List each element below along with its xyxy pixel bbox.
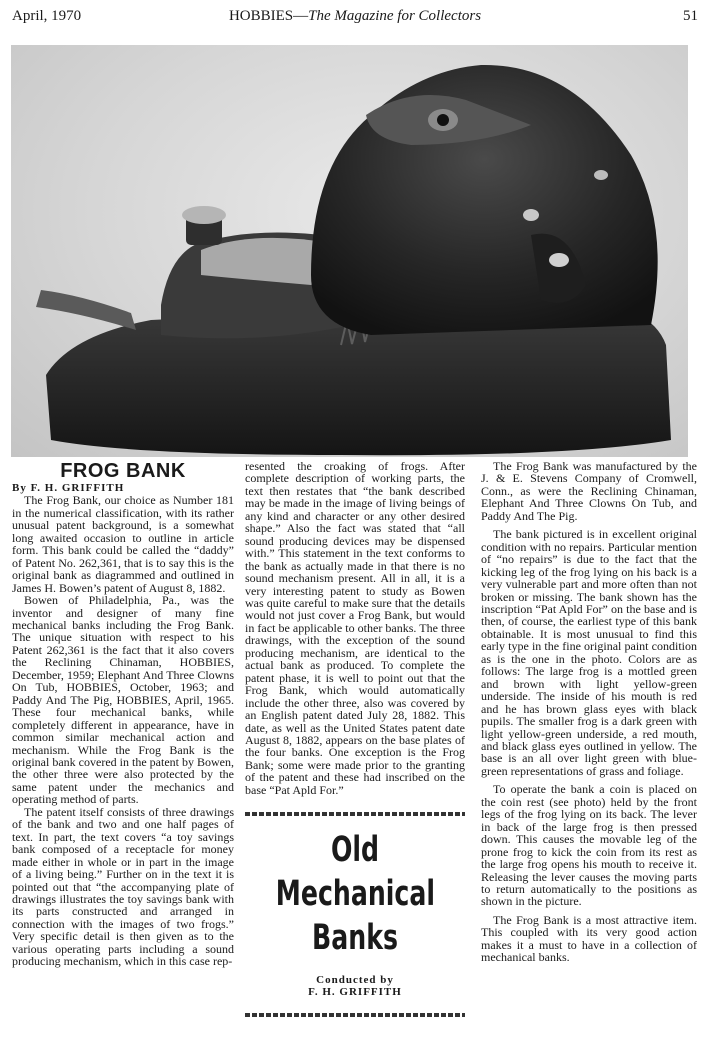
issue-date: April, 1970 bbox=[12, 8, 82, 24]
article-column-1 bbox=[12, 460, 234, 968]
paragraph: The patent itself consists of three drawings of the bank and two and one half pages of text. In part, the text covers “a toy savings bank composed of a receptacle for money made either in whole or in part in the image of a living being.” Further on in the text it is pointed out that “the accompanying plate of drawings illustrates the toy savings bank with its parts constructed and arranged in connection with the images of two frogs.” Very specific detail is then given as to the various operating parts including a sound producing mechanism, which in this case rep- bbox=[12, 804, 234, 969]
article-title: FROG BANK bbox=[60, 460, 186, 482]
article-byline: By F. H. GRIFFITH bbox=[12, 482, 125, 494]
conducted-by-label: Conducted by bbox=[316, 974, 394, 986]
magazine-tagline: The Magazine for Collectors bbox=[308, 8, 482, 24]
column-heading-line: Mechanical bbox=[275, 874, 436, 914]
decorative-rule bbox=[245, 812, 465, 816]
paragraph: The Frog Bank, our choice as Number 181 in the numerical classification, with its rather unusual patent background, is a somewhat long awaited occasion to outline in article form. This bank could be called the “daddy” of Patent No. 262,361, that is to say this is the original bank as diagrammed and outlined in James H. Bowen’s patent of August 8, 1882. bbox=[12, 493, 234, 595]
paragraph: Bowen of Philadelphia, Pa., was the inventor and designer of many fine mechanical banks including the Frog Bank. The unique situation with respect to his Patent 262,361 is the fact that it also covers the Reclining Chinaman, HOBBIES, December, 1959; Elephant And Three Clowns On Tub, HOBBIES, October, 1963; and Paddy And The Pig, HOBBIES, April, 1965. These four mechanical banks, while completely different in appearance, have in common similar mechanical action and mechanism. While the Frog Bank is the original bank covered in the patent by Bowen, the other three were also protected by the same patent under the mechanics and operating method of parts. bbox=[12, 593, 234, 807]
frog-bank-illustration bbox=[11, 45, 688, 457]
magazine-name: HOBBIES— bbox=[228, 8, 309, 24]
frog-bank-photo bbox=[11, 45, 688, 457]
paragraph: To operate the bank a coin is placed on the coin rest (see photo) held by the front legs of the frog lying on its back. The lever in back of the large frog is then pressed down. This causes the movable leg of the prone frog to kick the coin from its rest as the large frog opens his mouth to receive it. Releasing the lever causes the moving parts to return automatically to the positions as shown in the picture. bbox=[481, 782, 697, 909]
column-heading-box bbox=[245, 812, 465, 1017]
column-heading-line: Old bbox=[330, 830, 380, 870]
paragraph: The Frog Bank was manufactured by the J. & E. Stevens Company of Cromwell, Conn., as were the Reclining Chinaman, Elephant And Three Clowns On Tub, and Paddy And The Pig. bbox=[481, 459, 697, 523]
column-credit bbox=[245, 974, 465, 998]
paragraph: resented the croaking of frogs. After complete description of working parts, the text then restates that “the bank described may be made in the image of living beings of any kind and character or any other desired shape.” Also the fact was stated that “all sound producing devices may be dispensed with.” This statement in the text conforms to the bank as actually made in that there is no sound mechanism present. All in all, it is a very interesting patent to study as Bowen was quite careful to make sure that the details would not just cover a Frog Bank, but would in fact be applicable to other banks. The three drawings, with the exception of the sound producing mechanism, are identical to the actual bank as produced. To complete the patent phase, it is well to point out that the Frog Bank, which would automatically include the other three, also was covered by an English patent dated July 28, 1882. This date, as well as the United States patent date August 8, 1882, appears on the base plates of the four banks. One exception is the Frog Bank; some were made prior to the granting of the patent and these had inscribed on the base “Pat Apld For.” bbox=[245, 459, 465, 797]
paragraph: The bank pictured is in excellent original condition with no repairs. Particular mention of “no repairs” is due to the fact that the kicking leg of the frog lying on his back is a very vulnerable part and more often than not broken or missing. The bank shown has the inscription “Pat Apld For” on the base and is then, of course, the earliest type of this bank obtainable. It is most unusual to find this early type in the fine original paint condition as is the one in the photo. Colors are as follows: The large frog is a mottled green and brown with light yellow-green underside. The inside of his mouth is red and he has brown glass eyes with black pupils. The smaller frog is a dark green with light yellow-green underside, a red mouth, and black glass eyes outlined in yellow. The base is an all over light green with blue-green representations of grass and foliage. bbox=[481, 527, 697, 778]
column-heading-line: Banks bbox=[312, 918, 398, 958]
page-header bbox=[12, 8, 698, 30]
paragraph: The Frog Bank is a most attractive item. This coupled with its very good action makes it a must to have in a collection of mechanical banks. bbox=[481, 912, 697, 965]
article-column-2 bbox=[245, 460, 465, 796]
column-heading bbox=[276, 828, 434, 960]
column-author: F. H. GRIFFITH bbox=[308, 986, 402, 998]
magazine-title bbox=[12, 8, 698, 25]
decorative-rule bbox=[245, 1013, 465, 1017]
article-column-3 bbox=[481, 460, 697, 970]
page-number: 51 bbox=[683, 8, 698, 24]
